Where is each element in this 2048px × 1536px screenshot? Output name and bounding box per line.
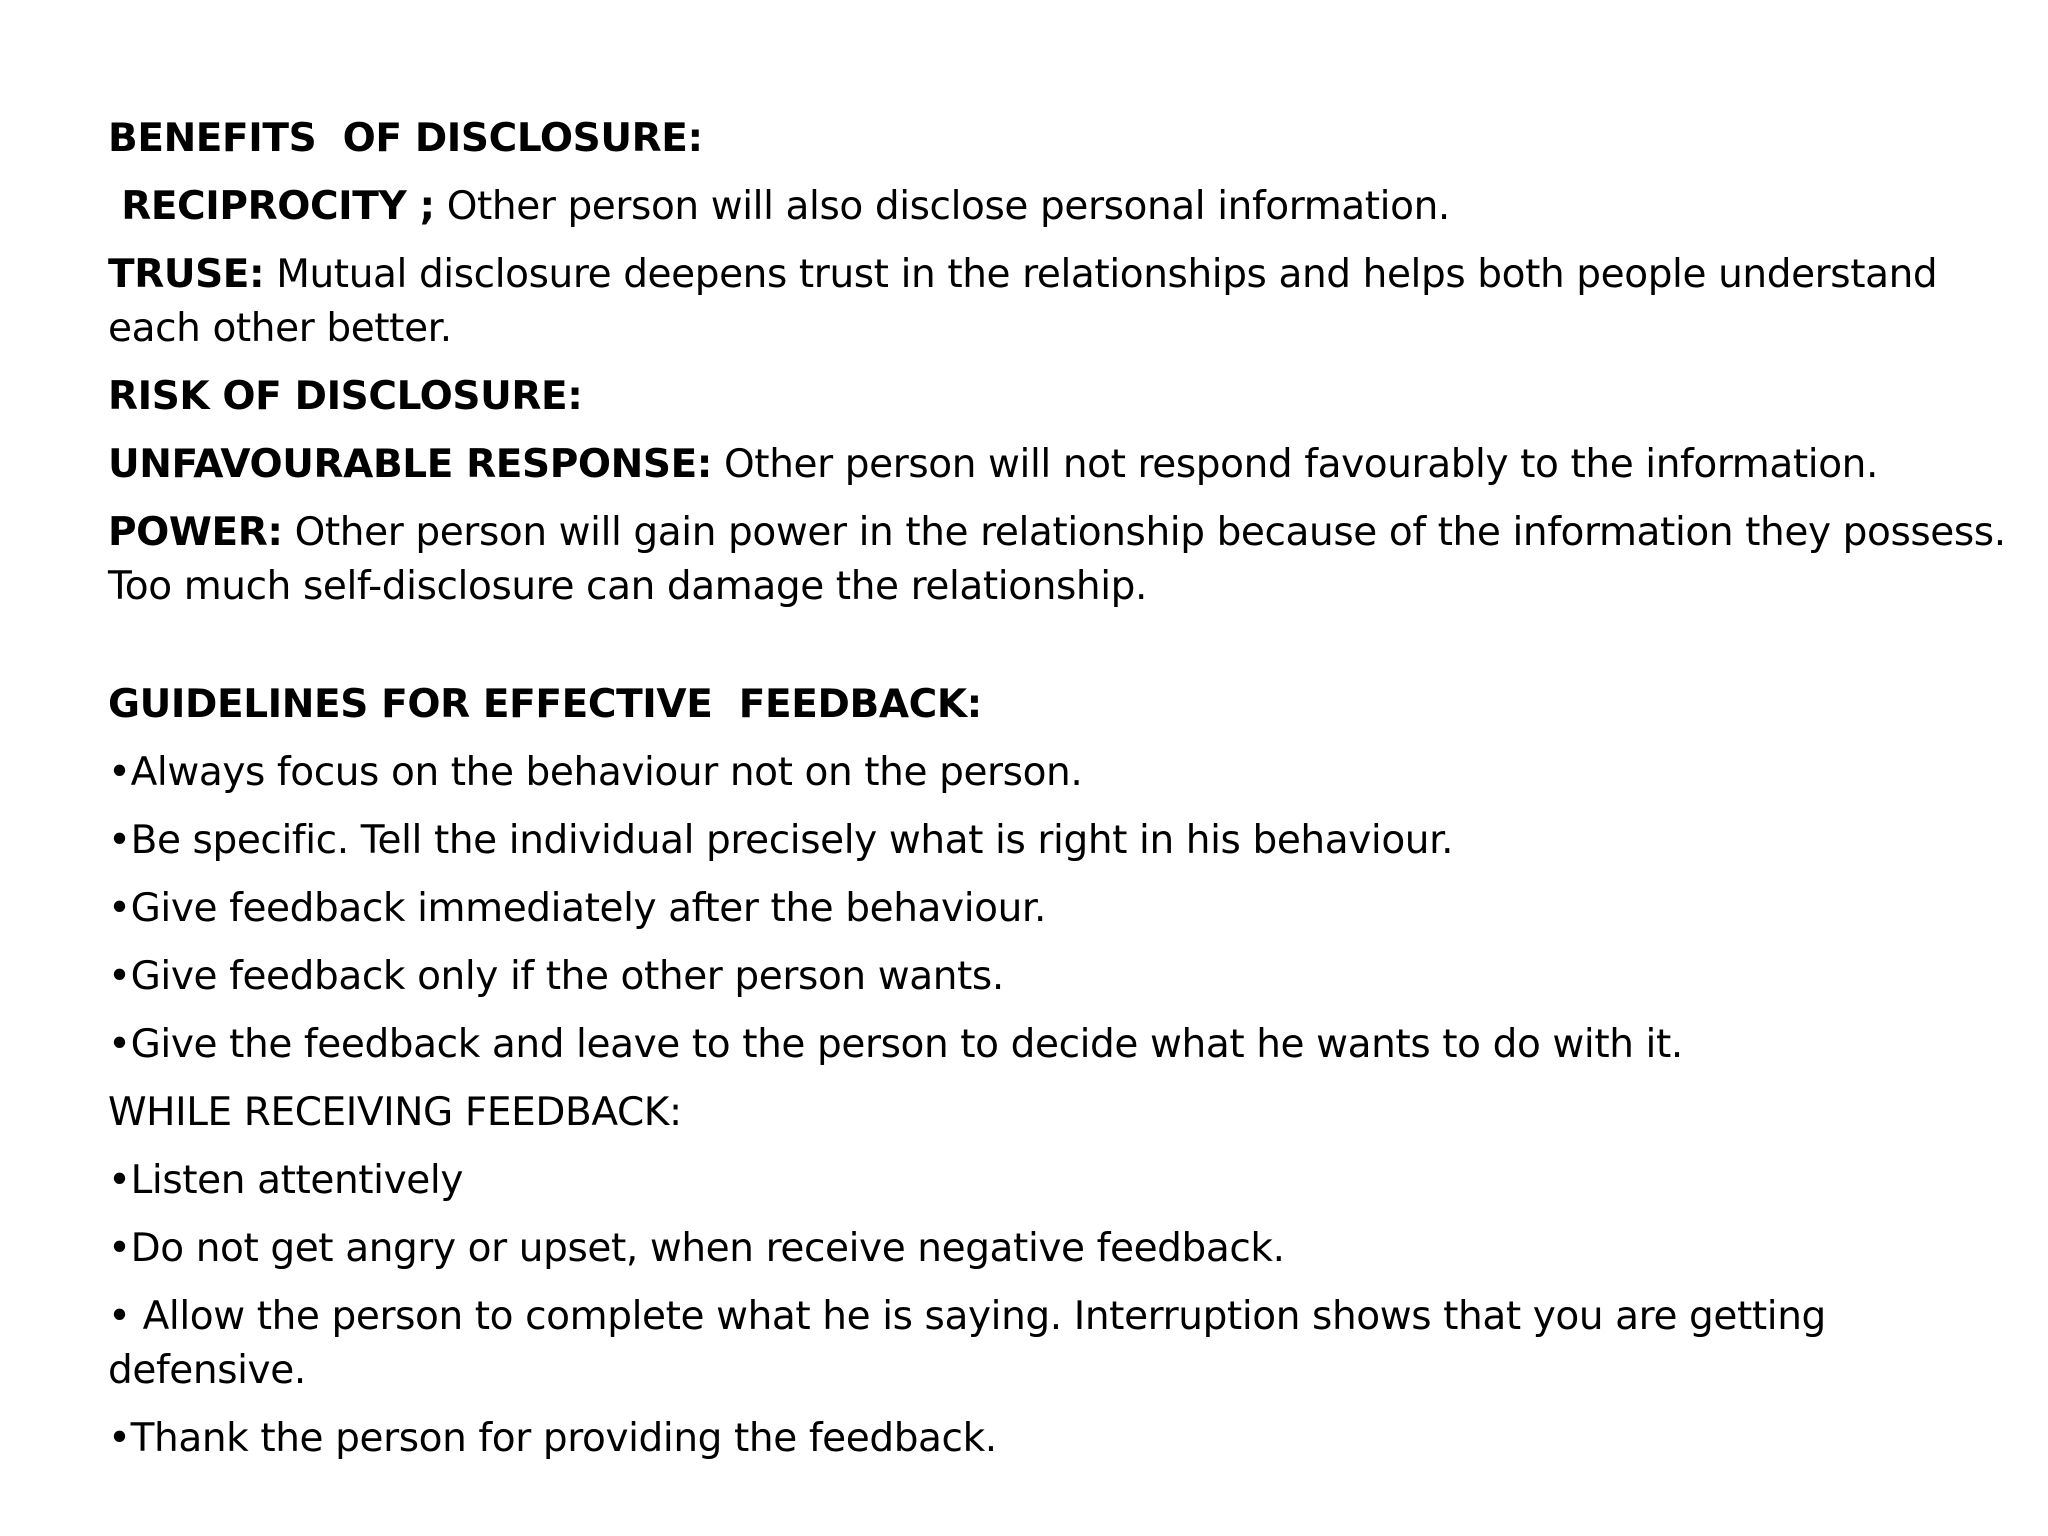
list-item: •Be specific. Tell the individual precisely what is right in his behaviour. — [108, 818, 1454, 863]
reciprocity-text: Other person will also disclose personal information. — [434, 184, 1450, 229]
power-text: Other person will gain power in the relationship because of the information they possess. Too much self-disclosure can damage the relationship. — [108, 510, 2018, 609]
reciprocity-term: RECIPROCITY ; — [108, 184, 435, 229]
list-item: •Give feedback only if the other person wants. — [108, 954, 1004, 999]
list-item: •Do not get angry or upset, when receive negative feedback. — [108, 1226, 1285, 1271]
unfavourable-text: Other person will not respond favourably to the information. — [712, 442, 1878, 487]
trust-term: TRUSE: — [108, 252, 265, 297]
unfavourable-term: UNFAVOURABLE RESPONSE: — [108, 442, 713, 487]
receiving-heading: WHILE RECEIVING FEEDBACK: — [108, 1090, 682, 1135]
list-item: •Give feedback immediately after the behaviour. — [108, 886, 1046, 931]
unfavourable-item — [108, 438, 2008, 492]
list-item: •Listen attentively — [108, 1158, 463, 1203]
list-item: •Always focus on the behaviour not on the person. — [108, 750, 1083, 795]
benefits-heading: BENEFITS OF DISCLOSURE: — [108, 116, 703, 161]
list-item: •Thank the person for providing the feedback. — [108, 1416, 997, 1461]
trust-text: Mutual disclosure deepens trust in the relationships and helps both people understand each other better. — [108, 252, 1950, 351]
section-spacer — [108, 628, 2008, 678]
risk-heading: RISK OF DISCLOSURE: — [108, 374, 583, 419]
trust-item — [108, 248, 2008, 356]
list-item: • Allow the person to complete what he is saying. Interruption shows that you are getting defensive. — [108, 1294, 1838, 1393]
slide-content — [108, 112, 2018, 1480]
power-item — [108, 506, 2018, 614]
list-item: •Give the feedback and leave to the person to decide what he wants to do with it. — [108, 1022, 1683, 1067]
power-term: POWER: — [108, 510, 283, 555]
reciprocity-item — [108, 180, 2008, 234]
guidelines-heading: GUIDELINES FOR EFFECTIVE FEEDBACK: — [108, 682, 982, 727]
